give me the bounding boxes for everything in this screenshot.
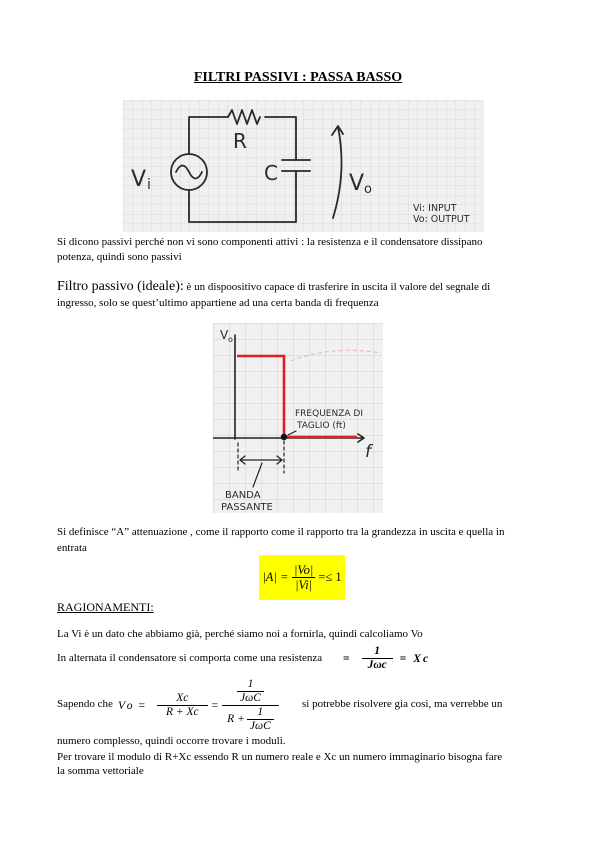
capacitor-label: C [264,161,278,185]
vo-formula-lhs: Vo [118,699,136,712]
definition-term: Filtro passivo (ideale): [57,279,184,294]
definition-line-2: ingresso, solo se quest’ultimo appartiene ad una certa banda di frequenza [57,297,379,309]
vo-divider-denominator: R + Xc [166,706,199,718]
reactance-equals-1: = [343,652,350,665]
capacitor-reactance-formula [343,645,430,672]
reasoning-knowing: Sapendo che [57,698,113,710]
reasoning-given: La Vi è un dato che abbiamo già, perché siamo noi a fornirla, quindi calcoliamo Vo [57,628,423,640]
reactance-symbol: Xc [413,652,431,665]
band-label-line-2: PASSANTE [221,502,273,513]
vo-expanded-denominator [222,706,279,733]
reactance-denominator: Jωc [367,659,387,671]
conclusion-line-1: numero complesso, quindi occorre trovare i moduli. [57,735,286,747]
attenuation-lhs: |A| [262,570,277,584]
cutoff-label-line-2: TAGLIO (ft) [297,421,346,431]
x-axis-label: f [365,442,371,462]
reasoning-heading: RAGIONAMENTI: [57,600,154,614]
source-voltage-label: V [131,167,147,192]
reactance-numerator: 1 [362,645,393,659]
vo-num-inner-denominator: JωC [240,692,261,704]
attenuation-line-2: entrata [57,542,87,554]
source-voltage-subscript: i [147,177,151,193]
attenuation-equals: = [280,570,288,584]
vo-num-inner-numerator: 1 [237,678,264,692]
vo-expanded-numerator [222,678,279,706]
attenuation-formula-box [259,555,345,600]
reasoning-knowing-tail: si potrebbe risolvere gia cosi, ma verrebbe un [302,698,503,710]
reasoning-capacitor-text: In alternata il condensatore si comporta come una resistenza [57,652,323,664]
reactance-equals-2: = [399,652,407,665]
vo-den-prefix: R + [227,713,245,725]
output-voltage-label: V [349,171,365,196]
vo-den-inner-numerator: 1 [247,706,274,720]
vo-divider-numerator: Xc [157,692,208,706]
vo-formula-equals-1: = [138,699,145,712]
legend-output: Vo: OUTPUT [413,214,470,225]
vo-divider-fraction [157,692,208,719]
attenuation-line-1: Si definisce “A” attenuazione , come il rapporto come il rapporto tra la grandezza in uscita e quella in [57,526,505,538]
vo-expanded-fraction [222,678,279,733]
vo-formula-equals-2: = [211,699,219,712]
intro-line-2: potenza, quindi sono passivi [57,251,182,263]
vo-expanded-numerator-fraction [237,678,264,705]
vo-expanded-denominator-fraction [247,706,274,733]
y-axis-label: V [220,328,229,342]
definition-text-1: è un dispoositivo capace di trasferire in uscita il valore del segnale di [186,281,491,293]
cutoff-point [281,434,287,440]
reactance-fraction [362,645,393,672]
legend-input: Vi: INPUT [413,203,457,214]
cutoff-label-line-1: FREQUENZA DI [295,409,363,419]
attenuation-numerator: |Vo| [293,563,314,577]
output-voltage-subscript: o [364,182,372,197]
band-label-line-1: BANDA [225,490,261,501]
vo-den-inner-denominator: JωC [249,720,271,732]
y-axis-label-subscript: o [228,335,233,344]
page-title: FILTRI PASSIVI : PASSA BASSO [193,70,403,85]
attenuation-denominator: |Vi| [295,578,313,592]
conclusion-line-3: la somma vettoriale [57,765,144,777]
output-voltage-formula [116,678,279,733]
definition-line-1 [57,278,490,296]
lowpass-response-figure [213,323,383,513]
rc-circuit-figure [123,100,484,232]
attenuation-fraction [292,563,315,592]
attenuation-rhs: =≤ 1 [318,570,342,584]
resistor-label: R [233,129,247,153]
intro-line-1: Si dicono passivi perché non vi sono componenti attivi : la resistenza e il condensatore dissipano [57,236,483,248]
conclusion-line-2: Per trovare il modulo di R+Xc essendo R un numero reale e Xc un numero immaginario bisogna fare [57,751,503,763]
